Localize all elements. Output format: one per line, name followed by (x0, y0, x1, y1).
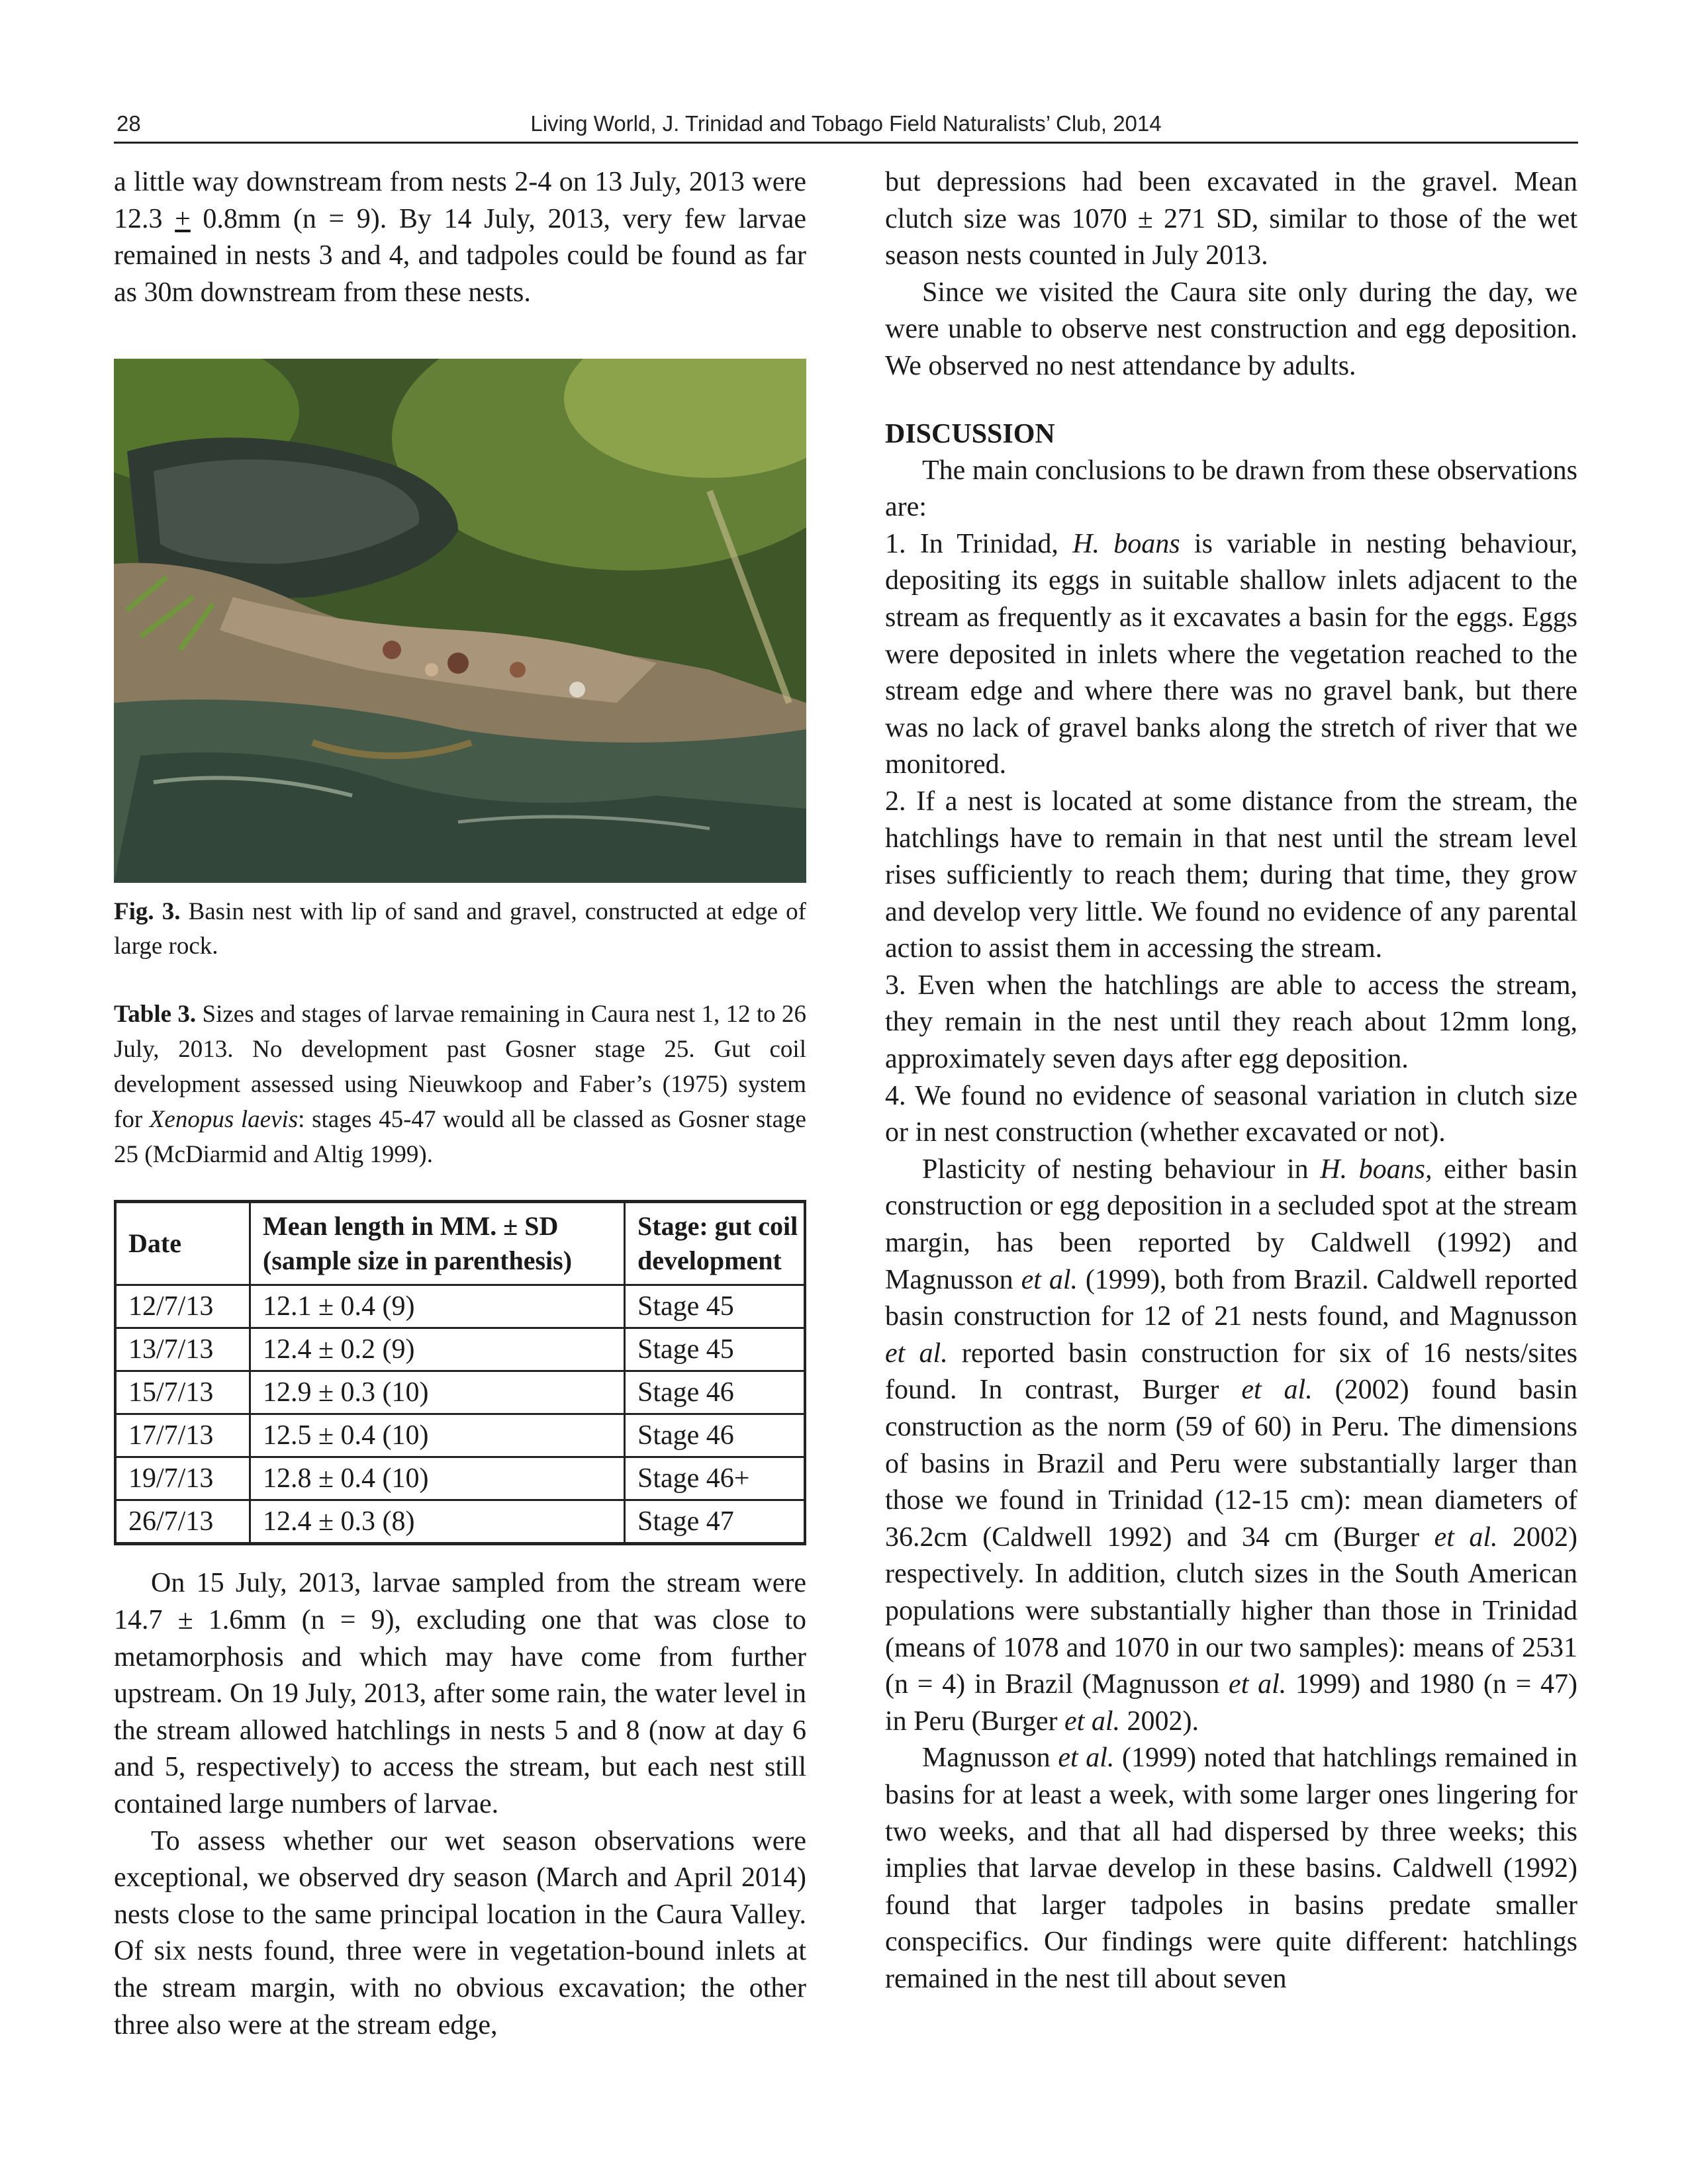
table-cell: 12.5 ± 0.4 (10) (250, 1414, 625, 1457)
paragraph: a little way downstream from nests 2-4 on 13 July, 2013 were 12.3 + 0.8mm (n = 9). By 14 July, 2013, very few larvae remained in nests 3 and 4, and tadpoles could be found as far as 30m downstream from these nests. (114, 167, 807, 308)
paragraph: Magnusson et al. (1999) noted that hatchlings remained in basins for at least a week, with some larger ones lingering for two weeks, and that all had dispersed by three weeks; this implies that larvae develop in these basins. Caldwell (1992) found that larger tadpoles in basins predate smaller conspecifics. Our findings were quite different: hatchlings remained in the nest till about seven (885, 1743, 1577, 1994)
right-column (885, 164, 1577, 1998)
table-cell: 15/7/13 (115, 1371, 250, 1414)
table-header-row (115, 1202, 805, 1285)
paragraph: The main conclusions to be drawn from these observations are: (885, 455, 1577, 523)
table-row (115, 1328, 805, 1371)
page-number: 28 (117, 111, 141, 136)
list-item: 3. Even when the hatchlings are able to access the stream, they remain in the nest until they reach about 12mm long, approximately seven days after egg deposition. (885, 970, 1577, 1075)
table-cell: 12.9 ± 0.3 (10) (250, 1371, 625, 1414)
list-item: 1. In Trinidad, H. boans is variable in nesting behaviour, depositing its eggs in suitable shallow inlets adjacent to the stream as frequently as it excavates a basin for the eggs. Eggs were deposited in inlets where the vegetation reached to the stream edge and where there was no gravel bank, but there was no lack of gravel banks along the stretch of river that we monitored. (885, 528, 1577, 780)
figure-caption: Fig. 3. Basin nest with lip of sand and gravel, constructed at edge of large rock. (114, 898, 806, 960)
table-cell: 12.4 ± 0.2 (9) (250, 1328, 625, 1371)
table-cell: Stage 45 (625, 1328, 806, 1371)
table-cell: Stage 46+ (625, 1457, 806, 1500)
section-heading: DISCUSSION (885, 418, 1055, 449)
journal-title: Living World, J. Trinidad and Tobago Field Naturalists’ Club, 2014 (530, 111, 1162, 136)
table-row (115, 1285, 805, 1328)
table-cell: 19/7/13 (115, 1457, 250, 1500)
table-cell: Stage 46 (625, 1414, 806, 1457)
column-header: Mean length in MM. ± SD (sample size in parenthesis) (250, 1202, 625, 1285)
paragraph: Since we visited the Caura site only during the day, we were unable to observe nest construction and egg deposition. We observed no nest attendance by adults. (885, 277, 1577, 381)
table-cell: 12.4 ± 0.3 (8) (250, 1500, 625, 1544)
table-cell: Stage 47 (625, 1500, 806, 1544)
table-cell: Stage 46 (625, 1371, 806, 1414)
paragraph: Plasticity of nesting behaviour in H. boans, either basin construction or egg deposition in a secluded spot at the stream margin, has been reported by Caldwell (1992) and Magnusson et al. (1999), both from Brazil. Caldwell reported basin construction for 12 of 21 nests found, and Magnusson et al. reported basin construction for six of 16 nests/sites found. In contrast, Burger et al. (2002) found basin construction as the norm (59 of 60) in Peru. The dimensions of basins in Brazil and Peru were substantially larger than those we found in Trinidad (12-15 cm): mean diameters of 36.2cm (Caldwell 1992) and 34 cm (Burger et al. 2002) respectively. In addition, clutch sizes in the South American populations were substantially higher than those in Trinidad (means of 1078 and 1070 in our two samples): means of 2531 (n = 4) in Brazil (Magnusson et al. 1999) and 1980 (n = 47) in Peru (Burger et al. 2002). (885, 1154, 1577, 1737)
table-cell: 13/7/13 (115, 1328, 250, 1371)
table-caption: Table 3. Sizes and stages of larvae remaining in Caura nest 1, 12 to 26 July, 2013. No development past Gosner stage 25. Gut coil development assessed using Nieuwkoop and Faber’s (1975) system for Xenopus laevis: stages 45-47 would all be classed as Gosner stage 25 (McDiarmid and Altig 1999). (114, 1001, 806, 1169)
table-cell: Stage 45 (625, 1285, 806, 1328)
list-item: 4. We found no evidence of seasonal variation in clutch size or in nest construction (whether excavated or not). (885, 1080, 1577, 1148)
table-cell: 12/7/13 (115, 1285, 250, 1328)
table-cell: 26/7/13 (115, 1500, 250, 1544)
column-header: Date (115, 1202, 250, 1285)
table-row (115, 1371, 805, 1414)
list-item: 2. If a nest is located at some distance from the stream, the hatchlings have to remain in that nest until the stream level rises sufficiently to reach them; during that time, they grow and develop very little. We found no evidence of any parental action to assist them in accessing the stream. (885, 786, 1577, 964)
paragraph: On 15 July, 2013, larvae sampled from the stream were 14.7 ± 1.6mm (n = 9), excluding one that was close to metamorphosis and which may have come from further upstream. On 19 July, 2013, after some rain, the water level in the stream allowed hatchlings in nests 5 and 8 (now at day 6 and 5, respectively) to access the stream, but each nest still contained large numbers of larvae. (114, 1568, 806, 1819)
paragraph: but depressions had been excavated in the gravel. Mean clutch size was 1070 ± 271 SD, similar to those of the wet season nests counted in July 2013. (885, 167, 1577, 271)
figure-photo (114, 359, 806, 883)
running-header (114, 106, 1578, 144)
table-row (115, 1457, 805, 1500)
table-row (115, 1414, 805, 1457)
nest-photo-illustration (114, 359, 806, 883)
column-header: Stage: gut coil development (625, 1202, 806, 1285)
left-column (114, 164, 806, 2044)
table-cell: 17/7/13 (115, 1414, 250, 1457)
table-cell: 12.8 ± 0.4 (10) (250, 1457, 625, 1500)
table-cell: 12.1 ± 0.4 (9) (250, 1285, 625, 1328)
larvae-table (114, 1200, 806, 1545)
table-row (115, 1500, 805, 1544)
paragraph: To assess whether our wet season observations were exceptional, we observed dry season (March and April 2014) nests close to the same principal location in the Caura Valley. Of six nests found, three were in vegetation-bound inlets at the stream margin, with no obvious excavation; the other three also were at the stream edge, (114, 1825, 806, 2040)
